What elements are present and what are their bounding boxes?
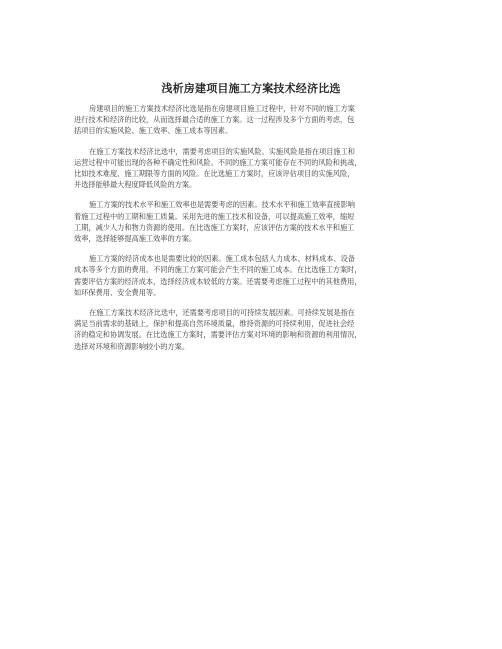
paragraph-1 — [74, 103, 434, 137]
paragraph-line: 工期，减少人力和物力资源的使用。在比选施工方案时，应该评估方案的技术水平和施工 — [74, 222, 355, 232]
paragraph-line: 如环保费用、安全费用等。 — [74, 287, 161, 297]
paragraph-line: 济的稳定和协调发展。在比选施工方案时，需要评估方案对环境的影响和资源的利用情况， — [74, 330, 362, 340]
paragraph-line: 运营过程中可能出现的各种不确定性和风险。不同的施工方案可能存在不同的风险和挑战， — [74, 157, 362, 167]
paragraph-line: 在施工方案技术经济比选中，需要考虑项目的实施风险。实施风险是指在项目施工和 — [89, 146, 355, 156]
paragraph-line: 房建项目的施工方案技术经济比选是指在房建项目施工过程中，针对不同的施工方案 — [89, 104, 355, 113]
paragraph-line: 选择对环境和资源影响较小的方案。 — [74, 341, 190, 351]
paragraph-line: 效率，选择能够提高施工效率的方案。 — [74, 234, 197, 244]
paragraph-4 — [74, 253, 434, 298]
paragraph-line: 并选择能够最大程度降低风险的方案。 — [74, 180, 197, 190]
paragraph-line: 在施工方案技术经济比选中，还需要考虑项目的可持续发展因素。可持续发展是指在 — [89, 308, 355, 318]
document-title: 浅析房建项目施工方案技术经济比选 — [161, 82, 341, 95]
document-body — [74, 103, 434, 361]
paragraph-line: 满足当前需求的基础上，保护和提高自然环境质量，维持资源的可持续利用，促进社会经 — [74, 319, 355, 329]
paragraph-line: 着施工过程中的工期和施工质量。采用先进的施工技术和设备，可以提高施工效率，缩短 — [74, 211, 355, 221]
paragraph-3 — [74, 199, 434, 244]
paragraph-line: 比如技术难度、施工期限等方面的风险。在比选施工方案时，应该评估项目的实施风险， — [74, 169, 355, 179]
paragraph-5 — [74, 307, 434, 352]
paragraph-line: 施工方案的技术水平和施工效率也是需要考虑的因素。技术水平和施工效率直接影响 — [89, 200, 355, 210]
paragraph-line: 进行技术和经济的比较，从而选择最合适的施工方案。这一过程涉及多个方面的考虑，包 — [74, 115, 355, 125]
paragraph-line: 括项目的实施风险、施工效率、施工成本等因素。 — [74, 126, 233, 136]
paragraph-line: 成本等多个方面的费用。不同的施工方案可能会产生不同的施工成本。在比选施工方案时， — [74, 265, 362, 275]
paragraph-line: 需要评估方案的经济成本，选择经济成本较低的方案。还需要考虑施工过程中的其他费用， — [74, 276, 362, 286]
paragraph-2 — [74, 146, 434, 191]
paragraph-line: 施工方案的经济成本也是需要比较的因素。施工成本包括人力成本、材料成本、设备 — [89, 254, 355, 264]
